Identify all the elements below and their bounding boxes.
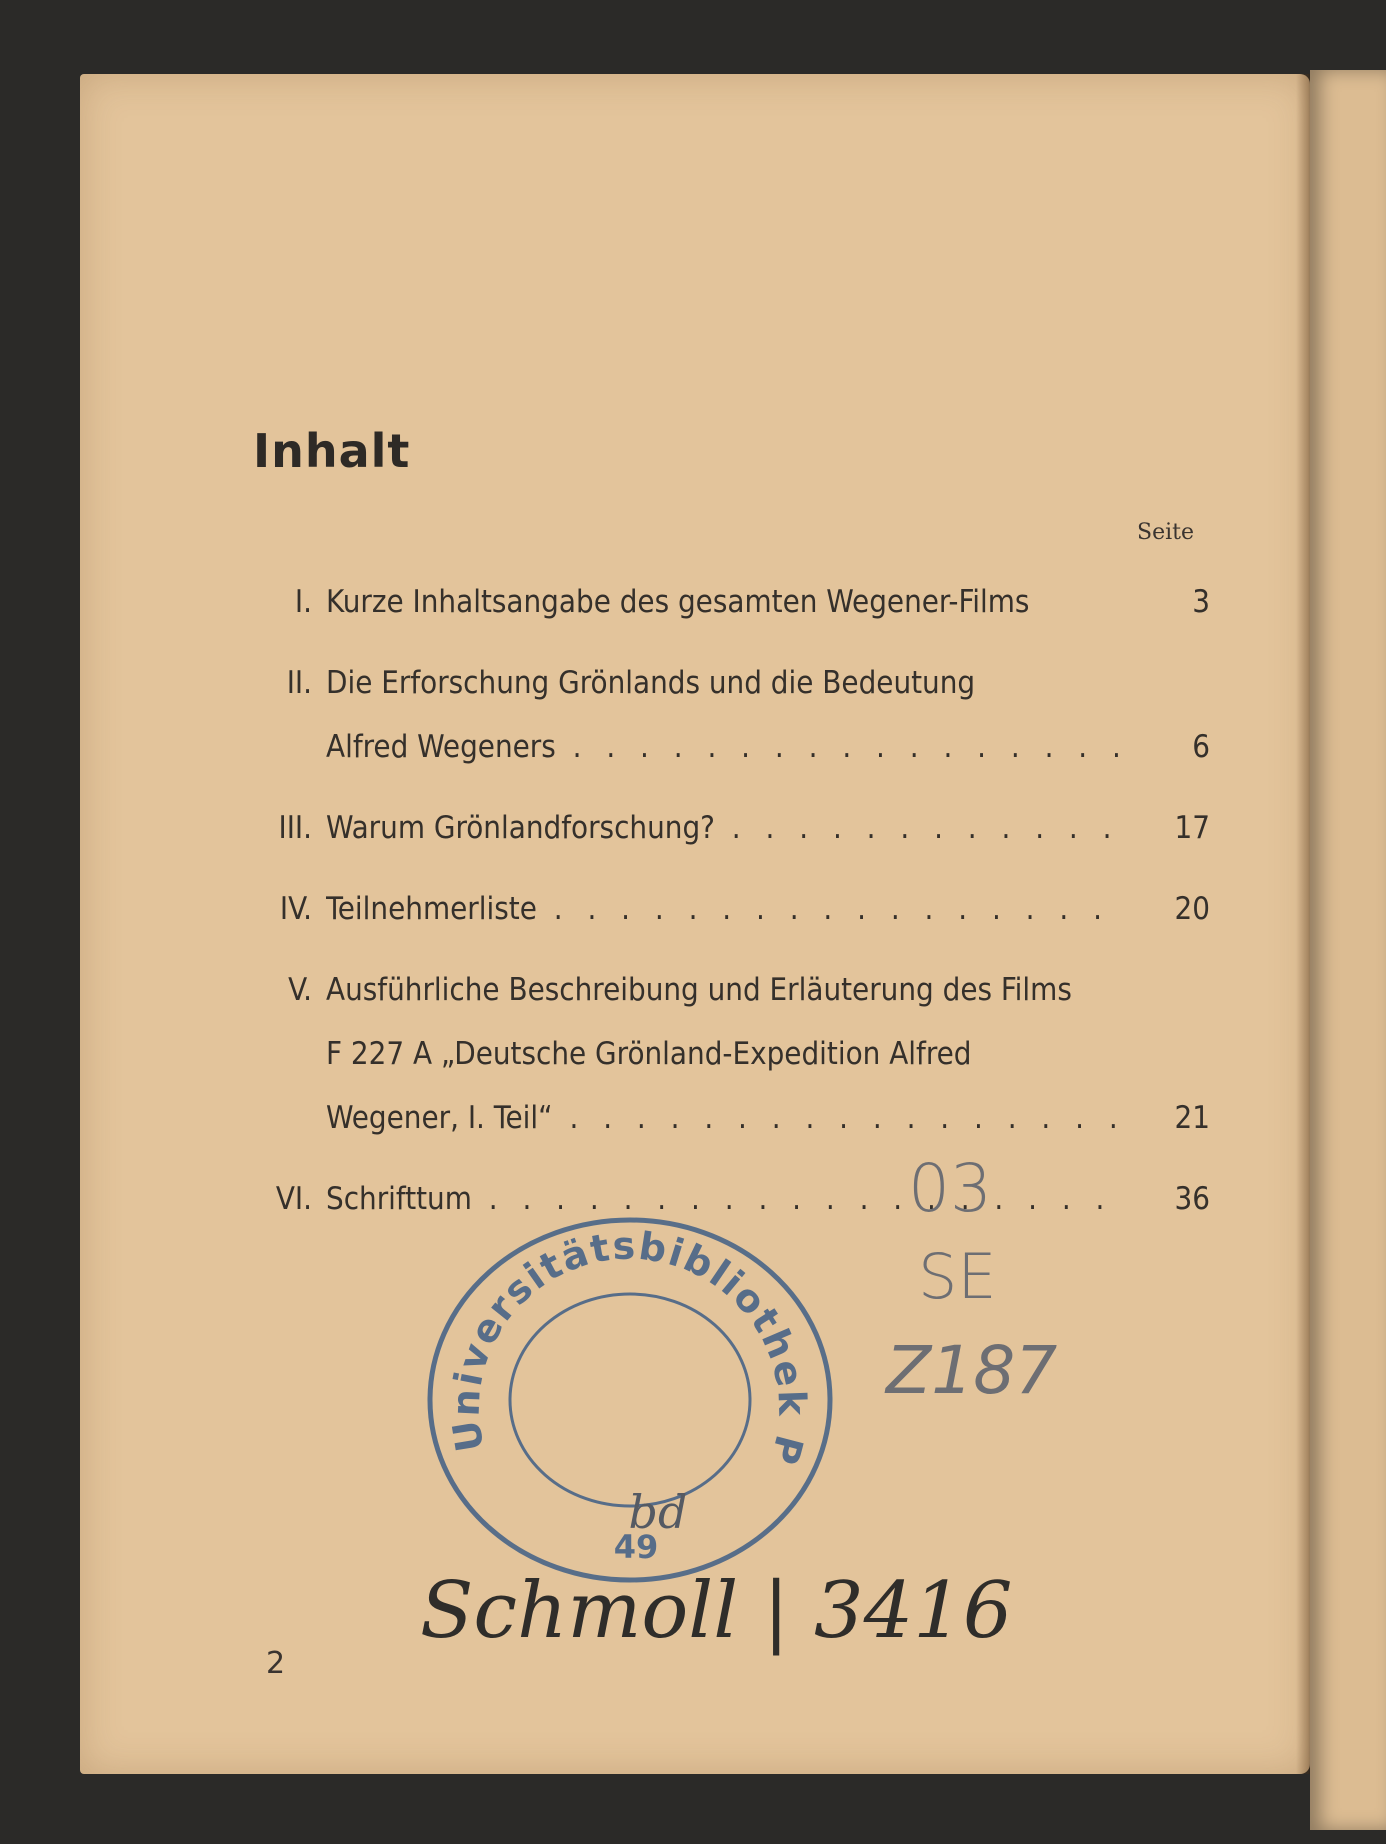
toc-entry-number: II. xyxy=(286,665,312,701)
handwritten-signature: Schmoll | 3416 xyxy=(420,1566,1013,1656)
toc-entry-number: VI. xyxy=(275,1181,312,1217)
page-number: 2 xyxy=(266,1646,286,1681)
toc-entry-page: 6 xyxy=(1192,729,1210,765)
toc-entry-page: 20 xyxy=(1174,891,1210,927)
toc-entry-page: 36 xyxy=(1174,1181,1210,1217)
toc-entry-title-cont: Wegener, I. Teil“ . . . xyxy=(326,1086,1126,1150)
svg-text:Universitätsbibliothek Paderbo xyxy=(418,1210,814,1470)
shelfmark-line: Z187 xyxy=(886,1332,1058,1409)
stamp-handwritten: bd xyxy=(628,1485,688,1539)
toc-entry-title: Schrifttum . . . xyxy=(326,1167,1126,1231)
toc-entry xyxy=(240,796,1210,860)
toc-entry-title: Teilnehmerliste . . . xyxy=(326,877,1126,941)
shelfmark-line: SE xyxy=(918,1240,997,1313)
toc-entry-page: 21 xyxy=(1174,1100,1210,1136)
toc-entry xyxy=(240,570,1210,634)
toc-entry xyxy=(240,958,1210,1150)
toc-entry xyxy=(240,877,1210,941)
toc-entry-title-cont: F 227 A „Deutsche Grönland-Expedition Alfred xyxy=(326,1036,972,1072)
shelfmark-line: 03 xyxy=(908,1150,992,1227)
library-stamp xyxy=(418,1210,838,1590)
page-column-label: Seite xyxy=(1137,520,1194,545)
toc-entry-title-cont: Alfred Wegeners . . . xyxy=(326,715,1126,779)
toc-entry xyxy=(240,651,1210,779)
toc-entry-number: V. xyxy=(288,972,312,1008)
table-of-contents xyxy=(240,570,1210,1248)
stamp-graphic xyxy=(418,1210,838,1590)
stamp-number: 49 xyxy=(613,1528,659,1566)
toc-entry-page: 17 xyxy=(1174,810,1210,846)
facing-page-edge xyxy=(1310,70,1386,1830)
stamp-text: Universitätsbibliothek P xyxy=(443,1223,815,1470)
toc-entry-number: III. xyxy=(278,810,312,846)
toc-entry-title: Die Erforschung Grönlands und die Bedeutung xyxy=(326,665,976,701)
toc-entry-title: Ausführliche Beschreibung und Erläuterung des Films xyxy=(326,972,1072,1008)
toc-entry-page: 3 xyxy=(1192,584,1210,620)
toc-entry-number: I. xyxy=(294,584,312,620)
toc-heading: Inhalt xyxy=(253,424,411,478)
toc-entry-title: Warum Grönlandforschung? . . . xyxy=(326,796,1126,860)
toc-entry-title: Kurze Inhaltsangabe des gesamten Wegener-Films xyxy=(326,584,1030,620)
toc-entry-number: IV. xyxy=(279,891,312,927)
